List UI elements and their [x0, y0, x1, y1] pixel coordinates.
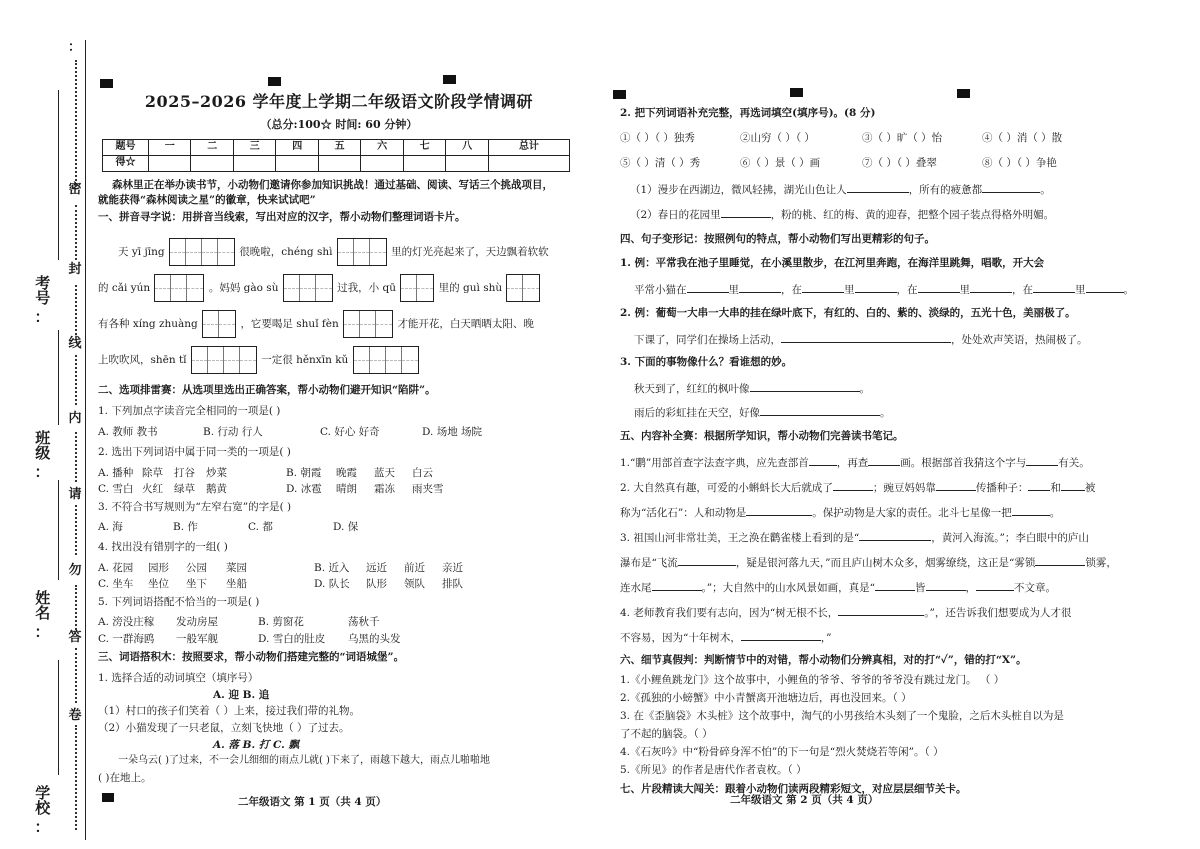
- fill-line[interactable]: [620, 605, 1071, 620]
- fill-text: ，处处欢声笑语，热闹极了。: [951, 334, 1088, 346]
- char-grid[interactable]: [169, 238, 235, 266]
- answer-blank[interactable]: [918, 282, 960, 293]
- seal-dotted-line: [75, 285, 77, 335]
- option-word: 晴朗: [336, 483, 357, 495]
- fill-text: （1）漫步在西湖边，微风轻拂，湖光山色让人: [630, 184, 847, 196]
- score-header-cell: 六: [361, 140, 403, 156]
- answer-blank[interactable]: [1026, 455, 1058, 466]
- score-header-cell: 四: [276, 140, 318, 156]
- score-header-row: [103, 140, 570, 156]
- question-text: 5. 下列词语搭配不恰当的一项是( ): [98, 596, 260, 608]
- score-cell[interactable]: [403, 156, 445, 172]
- seal-char: 封: [68, 262, 82, 277]
- idiom-blank[interactable]: ②山穷（ ）（ ）: [740, 132, 815, 144]
- pinyin-text: 很晚啦，chéng shì: [239, 246, 333, 258]
- options-row: [98, 616, 380, 629]
- answer-blank[interactable]: [1086, 282, 1124, 293]
- answer-blank[interactable]: [859, 530, 931, 541]
- section-heading: 六、细节真假判：判断情节中的对错，帮小动物们分辨真相，对的打“✓”，错的打“X”。: [620, 654, 1027, 666]
- answer-blank[interactable]: [687, 282, 729, 293]
- section-heading: 五、内容补全赛：根据所学知识，帮小动物们完善读书笔记。: [620, 430, 904, 442]
- answer-blank[interactable]: [760, 405, 880, 416]
- answer-blank[interactable]: [1061, 480, 1085, 491]
- answer-blank[interactable]: [721, 207, 771, 218]
- section-heading: 二、选项排雷赛：从选项里选出正确答案，帮小动物们避开知识“陷阱”。: [98, 384, 436, 396]
- options-row: [98, 483, 444, 496]
- idiom-blank[interactable]: ④（ ）消（ ）散: [982, 132, 1063, 144]
- side-colon: ：: [68, 40, 82, 55]
- char-grid[interactable]: [154, 274, 204, 302]
- option[interactable]: B. 近入: [314, 562, 350, 574]
- intro-text: 就能获得“森林阅读之星”的徽章，快来试试吧”: [98, 194, 316, 206]
- char-grid[interactable]: [283, 274, 333, 302]
- answer-blank[interactable]: [1012, 505, 1050, 516]
- score-cell[interactable]: [233, 156, 275, 172]
- idiom-blank[interactable]: ⑤（ ）清（ ）秀: [620, 157, 701, 169]
- side-colon: ：: [34, 462, 50, 481]
- page-footer: 二年级语文 第 1 页（共 4 页）: [238, 796, 387, 808]
- fill-line[interactable]: [630, 207, 1054, 222]
- fill-text: 。: [1040, 184, 1051, 196]
- fill-text: ；豌豆妈妈靠: [872, 482, 936, 494]
- class-label-text: 班级: [33, 430, 52, 460]
- fill-line[interactable]: [620, 455, 1090, 470]
- pinyin-row: [98, 274, 541, 302]
- answer-blank[interactable]: [809, 455, 837, 466]
- option-word: 晚霞: [336, 467, 357, 479]
- option-word: 除草: [142, 467, 163, 479]
- seal-char: 请: [68, 487, 82, 502]
- pinyin-text: 上吹吹风，shēn tǐ: [98, 354, 187, 366]
- fill-text: 4. 老师教育我们要有志向，因为“树无根不长，: [620, 607, 839, 619]
- answer-blank[interactable]: [652, 580, 702, 591]
- pinyin-row: [98, 346, 420, 374]
- question-text: 2. 选出下列词语中属于同一类的一项是( ): [98, 446, 291, 458]
- score-header-cell: 七: [403, 140, 445, 156]
- option-word: 蓝天: [374, 467, 395, 479]
- pinyin-row: [118, 238, 549, 266]
- fill-text: 锁雾，: [1085, 557, 1117, 569]
- page-2: [620, 82, 1134, 842]
- fill-line[interactable]: [634, 332, 1088, 347]
- idiom-blank[interactable]: ⑥（ ）景（ ）画: [740, 157, 821, 169]
- fill-text: ，在: [896, 284, 918, 296]
- idiom-row: [620, 132, 1062, 145]
- fill-line[interactable]: [620, 530, 1089, 545]
- fill-text: 皆: [915, 582, 926, 594]
- school-field-line[interactable]: [58, 660, 59, 775]
- pinyin-text: 。妈妈 gào sù: [208, 282, 279, 294]
- fill-text: ，疑是银河落九天，”而且庐山树木众多，烟雾缭绕，这正是“雾锁: [735, 557, 1036, 569]
- question-text: 1. 下列加点字读音完全相同的一项是( ): [98, 405, 281, 417]
- section-heading: 三、词语搭积木：按照要求，帮小动物们搭建完整的“词语城堡”。: [98, 651, 405, 663]
- answer-blank[interactable]: [926, 580, 966, 591]
- answer-blank[interactable]: [746, 505, 812, 516]
- intro-text: 森林里正在举办读书节，小动物们邀请你参加知识挑战！通过基础、阅读、写话三个挑战项目，: [112, 179, 553, 191]
- option-word: 炒菜: [206, 467, 227, 479]
- options-row: [98, 633, 401, 646]
- answer-blank[interactable]: [838, 605, 924, 616]
- answer-blank[interactable]: [982, 182, 1040, 193]
- fill-line[interactable]: [634, 381, 870, 396]
- name-label: [30, 590, 54, 640]
- options-row: [98, 562, 463, 575]
- answer-blank[interactable]: [750, 381, 860, 392]
- option[interactable]: B. 朝霞: [286, 467, 322, 479]
- answer-blank[interactable]: [868, 455, 900, 466]
- fill-line[interactable]: [620, 555, 1117, 570]
- page-footer: 二年级语文 第 2 页（共 4 页）: [730, 794, 879, 806]
- char-grid[interactable]: [191, 346, 257, 374]
- seal-char: 答: [68, 630, 82, 645]
- fill-text: ，所有的疲惫都: [908, 184, 983, 196]
- seal-char: 勿: [68, 563, 82, 578]
- option[interactable]: D. 雪白的肚皮: [258, 633, 326, 645]
- answer-blank[interactable]: [678, 555, 736, 566]
- option-word: 坐下: [186, 578, 207, 590]
- option[interactable]: A. 海: [98, 521, 123, 533]
- binding-line: [85, 40, 86, 840]
- option[interactable]: C. 雪白: [98, 483, 134, 495]
- fill-text: ，在: [781, 284, 802, 296]
- option-word: 园形: [148, 562, 169, 574]
- answer-blank[interactable]: [739, 282, 781, 293]
- name-label-text: 姓名: [33, 590, 52, 620]
- options-row: [98, 578, 463, 591]
- answer-blank[interactable]: [781, 332, 951, 343]
- fill-text: （2）春日的花园里: [630, 209, 721, 221]
- char-grid[interactable]: [506, 274, 540, 302]
- score-cell[interactable]: [191, 156, 233, 172]
- fill-text: ，再查: [836, 457, 869, 469]
- fill-text: ，黄河入海流。”；李白眼中的庐山: [931, 532, 1089, 544]
- score-cell[interactable]: [149, 156, 191, 172]
- option[interactable]: A. 教师 教书: [98, 426, 158, 438]
- option[interactable]: B. 剪窗花: [258, 616, 304, 628]
- option-word: 队形: [366, 578, 387, 590]
- judge-item[interactable]: 5.《所见》的作者是唐代作者袁枚。（ ）: [620, 764, 807, 776]
- score-header-cell: 八: [446, 140, 488, 156]
- option[interactable]: B. 作: [173, 521, 198, 533]
- fill-text: 里: [844, 284, 855, 296]
- option[interactable]: C. 坐车: [98, 578, 134, 590]
- idiom-blank[interactable]: ⑧（ ）（ ）争艳: [982, 157, 1057, 169]
- answer-blank[interactable]: [1028, 480, 1050, 491]
- example-sentence: 2. 例：葡萄一大串一大串的挂在绿叶底下，有红的、白的、紫的、淡绿的，五光十色，美丽极了。: [620, 307, 1076, 319]
- option-word: 坐船: [226, 578, 247, 590]
- option-word: 亲近: [442, 562, 463, 574]
- option[interactable]: D. 保: [333, 521, 359, 533]
- seal-char: 卷: [68, 708, 82, 723]
- score-header-cell: 总计: [488, 140, 569, 156]
- score-cell[interactable]: [361, 156, 403, 172]
- example-sentence: 1. 例：平常我在池子里睡觉，在小溪里散步，在江河里奔跑，在海洋里跳舞，唱歌，开大会: [620, 257, 1045, 269]
- fill-text: 平常小猫在: [634, 284, 687, 296]
- answer-blank[interactable]: [936, 480, 976, 491]
- seal-dotted-line: [75, 432, 77, 482]
- fill-line[interactable]: [634, 282, 1134, 297]
- fill-text: 秋天到了，红红的枫叶像: [634, 383, 750, 395]
- option[interactable]: A. 花园: [98, 562, 134, 574]
- option-word: 领队: [404, 578, 425, 590]
- score-header-cell: 一: [149, 140, 191, 156]
- pinyin-row: [98, 310, 534, 338]
- section-heading: 四、句子变形记：按照例句的特点，帮小动物们写出更精彩的句子。: [620, 233, 935, 245]
- fill-text: 有关。: [1058, 457, 1090, 469]
- answer-blank[interactable]: [1033, 282, 1075, 293]
- answer-blank[interactable]: [1035, 555, 1085, 566]
- idiom-blank[interactable]: ①（ ）（ ）独秀: [620, 132, 695, 144]
- idiom-row: [620, 157, 1057, 170]
- char-grid[interactable]: [353, 346, 419, 374]
- fill-text: 下课了，同学们在操场上活动，: [634, 334, 781, 346]
- fill-line[interactable]: [620, 630, 832, 645]
- fill-text: 。”，还告诉我们想要成为人才很: [924, 607, 1072, 619]
- exam-title: 2025–2026 学年度上学期二年级语文阶段学情调研: [144, 92, 534, 111]
- score-cell[interactable]: [276, 156, 318, 172]
- option-word: 荡秋千: [348, 616, 380, 628]
- fill-text: 传播种子：: [975, 482, 1029, 494]
- question-text: 3. 不符合书写规则为“左窄右宽”的字是( ): [98, 501, 292, 513]
- side-colon: ：: [34, 817, 50, 836]
- fill-text: 瀑布是“飞流: [620, 557, 678, 569]
- score-row-label: 得☆: [103, 156, 149, 172]
- fill-text: 被: [1084, 482, 1096, 494]
- char-grid[interactable]: [400, 274, 434, 302]
- score-row: [103, 156, 570, 172]
- fill-text: 称为“活化石”：人和动物是: [620, 507, 747, 519]
- fill-text: 雨后的彩虹挂在天空，好像: [634, 407, 760, 419]
- options-row: [98, 426, 482, 439]
- seal-char: 线: [68, 336, 82, 351]
- judge-item[interactable]: 3. 在《歪脑袋》木头桩》这个故事中，淘气的小男孩给木头刻了一个鬼脸，之后木头桩自以为是: [620, 710, 1064, 722]
- pinyin-text: 一定很 hěnxīn kǔ: [261, 354, 349, 366]
- class-label: [30, 430, 54, 480]
- score-header-cell: 二: [191, 140, 233, 156]
- fill-text: ，在: [1012, 284, 1033, 296]
- pinyin-text: 里的灯光亮起来了，天边飘着软软: [391, 246, 549, 258]
- pinyin-text: ，它要喝足 shuǐ fèn: [240, 318, 339, 330]
- judge-item[interactable]: 1.《小鲤鱼跳龙门》这个故事中，小鲤鱼的爷爷、爷爷的爷爷没有跳过龙门。 （ ）: [620, 674, 1005, 686]
- school-label: [30, 785, 54, 835]
- fill-text: 。保护动物是大家的责任。北斗七星像一把: [812, 507, 1012, 519]
- fill-text: 里: [959, 284, 970, 296]
- fill-line[interactable]: [630, 182, 1051, 197]
- option-word: 霜冻: [374, 483, 395, 495]
- judge-item[interactable]: 了不起的脑袋。（ ）: [620, 728, 713, 740]
- option-word: 火红: [142, 483, 163, 495]
- option-word: 绿草: [174, 483, 195, 495]
- section-heading: 七、片段精读大闯关：跟着小动物们读两段精彩短文，对应层层细节关卡。: [620, 783, 967, 795]
- answer-blank[interactable]: [802, 282, 844, 293]
- judge-item[interactable]: 4.《石灰吟》中“粉骨碎身浑不怕”的下一句是“烈火焚烧若等闲”。（ ）: [620, 746, 944, 758]
- option[interactable]: C. 都: [248, 521, 273, 533]
- seal-char: 内: [68, 411, 82, 426]
- score-header-cell: 题号: [103, 140, 149, 156]
- pinyin-text: 有各种 xíng zhuàng: [98, 318, 198, 330]
- fill-text: 。”；大自然中的山水风景如画，真是“: [701, 582, 875, 594]
- fill-line[interactable]: （2）小猫发现了一只老鼠，立刻飞快地（ ）了过去。: [98, 722, 350, 734]
- fill-text: ，”: [820, 632, 832, 644]
- score-cell[interactable]: [446, 156, 488, 172]
- option-word: 乌黑的头发: [348, 633, 401, 645]
- answer-blank[interactable]: [970, 282, 1012, 293]
- seal-dotted-line: [75, 60, 77, 185]
- fill-line[interactable]: 一朵乌云( )了过来，不一会儿细细的雨点儿就( )下来了，雨越下越大，雨点儿啪啪地: [118, 755, 490, 766]
- answer-blank[interactable]: [741, 630, 821, 641]
- seal-dotted-line: [75, 205, 77, 260]
- seal-dotted-line: [75, 355, 77, 405]
- option[interactable]: C. 一群海鸥: [98, 633, 155, 645]
- idiom-blank[interactable]: ③（ ）旷（ ）怡: [862, 132, 943, 144]
- idiom-blank[interactable]: ⑦（ ）（ ）叠翠: [862, 157, 937, 169]
- answer-blank[interactable]: [847, 182, 909, 193]
- judge-item[interactable]: 2.《孤独的小螃蟹》中小青蟹离开池塘边后，再也没回来。（ ）: [620, 692, 912, 704]
- fill-line[interactable]: [634, 405, 891, 420]
- answer-blank[interactable]: [976, 580, 1014, 591]
- option[interactable]: A. 滂没庄稼: [98, 616, 155, 628]
- option-word: 一般军舰: [176, 633, 218, 645]
- fill-text: 。: [880, 407, 891, 419]
- char-grid[interactable]: [343, 310, 393, 338]
- fill-text: 1.“鹏”用部首查字法查字典，应先查部首: [620, 457, 809, 469]
- score-table: [102, 139, 570, 172]
- option[interactable]: A. 播种: [98, 467, 134, 479]
- fill-text: 2. 大自然真有趣，可爱的小蝌蚪长大后就成了: [620, 482, 833, 494]
- fill-text: 。: [1123, 284, 1134, 296]
- seal-dotted-line: [75, 725, 77, 830]
- fill-text: 不文章。: [1014, 582, 1056, 594]
- option-word: 排队: [442, 578, 463, 590]
- char-grid[interactable]: [202, 310, 236, 338]
- fill-text: 。: [1049, 507, 1061, 519]
- option[interactable]: D. 场地 场院: [422, 426, 483, 438]
- option-word: 打谷: [174, 467, 195, 479]
- score-header-cell: 三: [233, 140, 275, 156]
- exam-no-label-text: 考号: [33, 275, 52, 305]
- fill-text: 画。根据部首我猜这个字与: [900, 457, 1027, 469]
- option-word: 远近: [366, 562, 387, 574]
- question-text: 1. 选择合适的动词填空（填序号）: [98, 672, 259, 684]
- char-grid[interactable]: [337, 238, 387, 266]
- question-text: 3. 下面的事物像什么？看谁想的妙。: [620, 356, 793, 368]
- answer-blank[interactable]: [855, 282, 897, 293]
- word-options: A. 落 B. 打 C. 飘: [213, 739, 299, 751]
- fill-text: 和: [1050, 482, 1061, 494]
- fill-line[interactable]: [620, 505, 1060, 520]
- option[interactable]: D. 队长: [314, 578, 350, 590]
- fill-text: 3. 祖国山河非常壮美，王之涣在鹳雀楼上看到的是“: [620, 532, 860, 544]
- option-word: 雨夹雪: [412, 483, 444, 495]
- seal-dotted-line: [75, 648, 77, 703]
- options-row: [98, 521, 358, 534]
- question-text: 2. 把下列词语补充完整，再选词填空(填序号)。(8 分): [620, 107, 876, 119]
- class-field-line[interactable]: [58, 330, 59, 425]
- option-word: 前近: [404, 562, 425, 574]
- option-word: 菜园: [226, 562, 247, 574]
- options-row: [98, 467, 433, 480]
- fill-text: 。: [859, 383, 870, 395]
- side-colon: ：: [34, 307, 50, 326]
- score-cell[interactable]: [318, 156, 360, 172]
- fill-text: ，: [965, 582, 976, 594]
- seal-dotted-line: [75, 505, 77, 555]
- fill-text: 连水尾: [620, 582, 652, 594]
- fill-line[interactable]: ( )在地上。: [98, 772, 152, 784]
- section-heading: 一、拼音寻字说：用拼音当线索，写出对应的汉字，帮小动物们整理词语卡片。: [98, 211, 466, 223]
- fill-text: ，粉的桃、红的梅、黄的迎春，把整个园子装点得格外明媚。: [770, 209, 1055, 221]
- option-word: 白云: [412, 467, 433, 479]
- page-1: [98, 78, 580, 838]
- option-word: 鹅黄: [206, 483, 227, 495]
- option-word: 坐位: [148, 578, 169, 590]
- name-field-line[interactable]: [58, 480, 59, 580]
- fill-text: 不容易，因为“十年树木，: [620, 632, 741, 644]
- pinyin-text: 才能开花，白天晒晒太阳、晚: [397, 318, 534, 330]
- fill-line[interactable]: [620, 580, 1056, 595]
- exam-subtitle: （总分:100☆ 时间: 60 分钟）: [260, 118, 418, 131]
- option-word: 发动房屋: [176, 616, 218, 628]
- binding-strip: [0, 0, 95, 849]
- option[interactable]: D. 冰雹: [286, 483, 322, 495]
- score-header-cell: 五: [318, 140, 360, 156]
- exam-no-field-line[interactable]: [58, 90, 59, 260]
- seal-char: 密: [68, 182, 82, 197]
- pinyin-text: 的 cǎi yún: [98, 282, 151, 294]
- answer-blank[interactable]: [875, 580, 915, 591]
- fill-line[interactable]: （1）村口的孩子们笑着（ ）上来，接过我们带的礼物。: [98, 705, 361, 717]
- school-label-text: 学校: [33, 785, 52, 815]
- fill-text: 里: [1075, 284, 1086, 296]
- option-word: 公园: [186, 562, 207, 574]
- question-text: 4. 找出没有错别字的一组( ): [98, 541, 228, 553]
- fill-line[interactable]: [620, 480, 1095, 495]
- word-options: A. 迎 B. 追: [213, 689, 270, 701]
- answer-blank[interactable]: [833, 480, 873, 491]
- option[interactable]: B. 行动 行人: [203, 426, 263, 438]
- option[interactable]: C. 好心 好奇: [320, 426, 380, 438]
- score-cell[interactable]: [488, 156, 569, 172]
- pinyin-text: 天 yī jīng: [118, 246, 165, 258]
- pinyin-text: 过我，小 qū: [337, 282, 396, 294]
- exam-no-label: [30, 275, 54, 325]
- seal-dotted-line: [75, 585, 77, 630]
- fill-text: 里: [728, 284, 739, 296]
- side-colon: ：: [34, 622, 50, 641]
- pinyin-text: 里的 guì shù: [438, 282, 503, 294]
